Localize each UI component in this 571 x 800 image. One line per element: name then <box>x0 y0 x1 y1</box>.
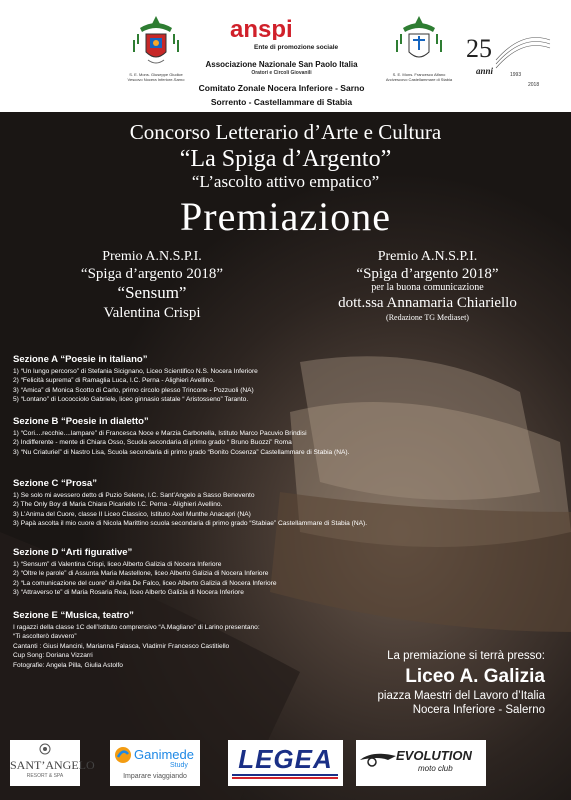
anniversary-number: 25 <box>466 34 492 63</box>
section-heading: Sezione C “Prosa” <box>13 478 97 489</box>
association-name: Associazione Nazionale San Paolo Italia <box>205 60 358 69</box>
header <box>0 0 571 112</box>
list-item: 3) “Attraverso te” di Maria Rosaria Rea, liceo Alberto Galizia di Nocera Inferiore <box>13 589 244 597</box>
list-item: 1) “Sensum” di Valentina Crispi, liceo Alberto Galizia di Nocera Inferiore <box>13 561 222 568</box>
section-d <box>13 547 473 598</box>
sponsor-2-sub: Study <box>170 762 188 769</box>
contest-theme: “L’ascolto attivo empatico” <box>191 172 380 191</box>
section-b <box>13 416 473 457</box>
list-item: 2) “Oltre le parole” di Assunta Maria Mastellone, liceo Alberto Galizia di Nocera Inferiore <box>13 570 269 578</box>
anniversary-logo <box>462 30 552 90</box>
sponsor-4-sub: moto club <box>418 764 453 773</box>
prize-right <box>290 248 565 323</box>
sponsor-2-tagline: Imparare viaggiando <box>123 773 187 780</box>
venue-address: piazza Maestri del Lavoro d’Italia <box>377 690 545 702</box>
sponsor-evolution-logo <box>356 740 486 786</box>
association-subtitle: Oratori e Circoli Giovanili <box>251 70 312 76</box>
list-item: 2) “Felicità suprema” di Ramaglia Luca, I.C. Perna - Alighieri Avellino. <box>13 377 215 385</box>
anspi-logo <box>228 18 346 40</box>
sponsor-3-name: LEGEA <box>238 744 333 774</box>
anniversary-year-end: 2018 <box>528 82 540 88</box>
list-item: 1) Se solo mi avessero detto di Puzio Selene, I.C. Sant’Angelo a Sasso Benevento <box>13 492 255 499</box>
section-c <box>13 478 473 529</box>
section-heading: Sezione D “Arti figurative” <box>13 547 133 558</box>
anspi-logo-text: anspi <box>230 18 293 40</box>
sponsor-legea-logo <box>228 740 343 786</box>
sponsor-1-sub: RESORT & SPA <box>26 773 64 779</box>
sponsor-2-name: Ganimede <box>134 747 194 762</box>
list-item: I ragazzi della classe 1C dell’Istituto comprensivo “A.Magliano” di Larino presentano: <box>13 624 260 631</box>
prize-right-name: “Spiga d’argento 2018” <box>356 266 499 282</box>
left-crest-caption: S. E. Mons. Giuseppe Giudice Vescovo Nocera Inferiore-Sarno <box>127 72 185 82</box>
right-crest-caption: S. E. Mons. Francesco Alfano Arcivescovo Castellammare di Stabia <box>385 72 453 82</box>
section-a <box>13 354 473 405</box>
section-heading: Sezione E “Musica, teatro” <box>13 610 134 621</box>
list-item: 3) Papà ascolta il mio cuore di Nicola Marittino scuola secondaria di primo grado “Stabiae” Castellammare di Stabia (NA). <box>13 520 368 528</box>
anniversary-year-start: 1993 <box>510 72 522 78</box>
bishop-crest-right-icon <box>393 14 445 70</box>
music-staff-icon <box>492 30 552 70</box>
list-item: 1) “Un lungo percorso” di Stefania Sicignano, Liceo Scientifico N.S. Nocera Inferiore <box>13 368 258 375</box>
venue-intro: La premiazione si terrà presso: <box>387 650 545 662</box>
contest-name: “La Spiga d’Argento” <box>179 146 392 172</box>
contest-title: Concorso Letterario d’Arte e Cultura <box>129 120 442 144</box>
sponsor-1-name: SANT’ANGELO <box>10 758 95 772</box>
list-item: 3) “Amica” di Monica Scotto di Carlo, primo circolo plesso Trincone - Pozzuoli (NA) <box>13 386 254 394</box>
prize-left-title: Premio A.N.S.P.I. <box>102 249 202 264</box>
list-item: 2) “La comunicazione del cuore” di Anita De Falco, liceo Alberto Galizia di Nocera Inferiore <box>13 579 277 587</box>
list-item: 3) “Nu Criaturiel” di Nastro Lisa, Scuola secondaria di primo grado “Bonito Cosenza” Castellammare di Stabia (NA). <box>13 448 350 456</box>
sponsor-ganimede-logo <box>110 740 200 786</box>
list-item: 2) The Only Boy di Maria Chiara Picariello I.C. Perna - Alighieri Avellino. <box>13 501 223 509</box>
crown-icon <box>38 742 52 756</box>
list-item: 3) L’Anima del Cuore, classe II Liceo Classico, Istituto Axel Munthe Anacapri (NA) <box>13 510 251 518</box>
sponsor-4-name: EVOLUTION <box>396 748 472 763</box>
prize-left <box>22 248 282 323</box>
motorcycle-wing-icon <box>358 748 398 768</box>
sponsor-santangelo-logo <box>10 740 95 786</box>
page-title: Premiazione <box>180 194 391 239</box>
list-item: 2) Indifferente - mente di Chiara Osso, Scuola secondaria di primo grado “ Bruno Buozzi” Roma <box>13 439 292 447</box>
list-item: 1) “Cori....recchie....lampare” di Francesca Noce e Marzia Carbonella, Istituto Marco Pacuvio Brindisi <box>13 430 307 437</box>
committee-line-2: Sorrento - Castellammare di Stabia <box>210 97 353 107</box>
prize-left-name: “Spiga d’argento 2018” <box>80 266 224 282</box>
section-heading: Sezione B “Poesie in dialetto” <box>13 416 149 427</box>
list-item: Cup Song: Doriana Vizzarri <box>13 652 93 660</box>
anniversary-word: anni <box>476 66 494 76</box>
legea-stripe-icon <box>232 774 338 780</box>
venue-block <box>330 650 545 716</box>
committee-line-1: Comitato Zonale Nocera Inferiore - Sarno <box>198 83 365 93</box>
list-item: “Ti ascolterò davvero” <box>13 633 77 641</box>
list-item: 5) “Lontano” di Lococciolo Gabriele, liceo ginnasio statale “ Aristosseno” Taranto. <box>13 396 249 404</box>
ganimede-swirl-icon <box>114 746 132 764</box>
prize-right-title: Premio A.N.S.P.I. <box>377 249 478 264</box>
list-item: Cantanti : Giusi Mancini, Marianna Falasca, Vladimir Francesco Castitiello <box>13 642 230 650</box>
list-item: Fotografie: Angela Pilla, Giulia Astolfo <box>13 661 123 669</box>
section-heading: Sezione A “Poesie in italiano” <box>13 354 148 365</box>
prize-right-winner: dott.ssa Annamaria Chiariello <box>338 295 517 311</box>
prize-left-work: “Sensum” <box>117 283 187 302</box>
prize-right-category: per la buona comunicazione <box>371 282 484 293</box>
prize-left-winner: Valentina Crispi <box>103 305 201 321</box>
anspi-tagline: Ente di promozione sociale <box>254 44 339 51</box>
venue-city: Nocera Inferiore - Salerno <box>412 704 545 716</box>
venue-name: Liceo A. Galizia <box>405 666 545 687</box>
prize-right-affiliation: (Redazione TG Mediaset) <box>386 313 469 322</box>
